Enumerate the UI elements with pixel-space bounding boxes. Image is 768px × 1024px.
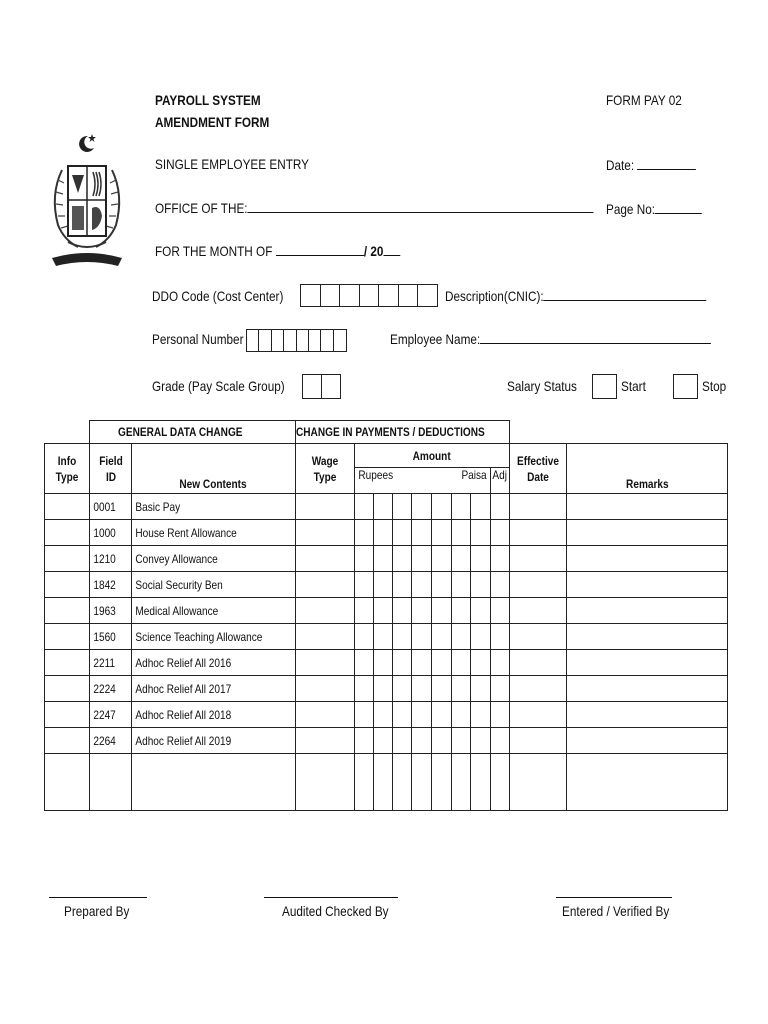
field-id-cell: 2224 <box>93 681 116 696</box>
table-row[interactable] <box>45 598 728 624</box>
new-contents-header: New Contents <box>132 444 296 494</box>
info-type-header: Info Type <box>45 444 90 494</box>
employee-name-label: Employee Name: <box>390 331 481 347</box>
new-contents-cell: Convey Allowance <box>135 551 218 566</box>
table-row[interactable] <box>45 494 728 520</box>
remarks-header: Remarks <box>567 444 728 494</box>
field-id-header: Field ID <box>90 444 132 494</box>
audited-by-line <box>264 897 398 898</box>
stop-label: Stop <box>702 378 727 394</box>
field-id-cell: 2247 <box>93 707 116 722</box>
grade-boxes[interactable] <box>302 374 341 399</box>
group-general-data: GENERAL DATA CHANGE <box>89 420 296 444</box>
form-code: FORM PAY 02 <box>606 92 682 108</box>
office-label: OFFICE OF THE: <box>155 200 248 216</box>
personal-number-label: Personal Number <box>152 331 244 347</box>
new-contents-cell: House Rent Allowance <box>135 525 237 540</box>
description-field[interactable] <box>445 288 707 304</box>
employee-name-field[interactable] <box>390 331 711 347</box>
field-id-cell: 1000 <box>93 525 116 540</box>
table-row[interactable] <box>45 676 728 702</box>
paisa-header: Paisa <box>452 468 491 494</box>
date-label: Date: <box>606 157 635 173</box>
audited-by-label: Audited Checked By <box>282 903 389 919</box>
system-title: PAYROLL SYSTEM <box>155 92 261 108</box>
year-prefix: / 20 <box>363 243 384 259</box>
field-id-cell: 2211 <box>93 655 116 670</box>
blank-entry-row[interactable] <box>45 754 728 811</box>
page-number-field[interactable] <box>606 201 702 217</box>
prepared-by-line <box>49 897 147 898</box>
effective-date-header: Effective Date <box>510 444 567 494</box>
page-label: Page No: <box>606 201 656 217</box>
entry-type: SINGLE EMPLOYEE ENTRY <box>155 156 310 172</box>
start-checkbox[interactable] <box>592 374 617 399</box>
ddo-code-boxes[interactable] <box>300 284 438 307</box>
month-field[interactable] <box>155 243 400 259</box>
new-contents-cell: Adhoc Relief All 2017 <box>135 681 232 696</box>
table-row[interactable] <box>45 520 728 546</box>
new-contents-cell: Adhoc Relief All 2018 <box>135 707 232 722</box>
amount-header: Amount <box>355 444 510 468</box>
table-row[interactable] <box>45 546 728 572</box>
prepared-by-label: Prepared By <box>64 903 130 919</box>
field-id-cell: 1560 <box>93 629 116 644</box>
wage-type-header: Wage Type <box>296 444 355 494</box>
table-header-row <box>45 444 728 468</box>
new-contents-cell: Science Teaching Allowance <box>135 629 263 644</box>
description-label: Description(CNIC): <box>445 288 544 304</box>
new-contents-cell: Medical Allowance <box>135 603 219 618</box>
stop-checkbox[interactable] <box>673 374 698 399</box>
table-row[interactable] <box>45 624 728 650</box>
ddo-label: DDO Code (Cost Center) <box>152 288 284 304</box>
new-contents-cell: Social Security Ben <box>135 577 223 592</box>
entered-by-label: Entered / Verified By <box>562 903 670 919</box>
table-row[interactable] <box>45 572 728 598</box>
field-id-cell: 1963 <box>93 603 116 618</box>
table-row[interactable] <box>45 650 728 676</box>
state-emblem-icon <box>48 130 126 275</box>
rupees-header: Rupees <box>355 468 452 494</box>
adj-header: Adj <box>491 468 510 494</box>
new-contents-cell: Basic Pay <box>135 499 181 514</box>
start-label: Start <box>621 378 646 394</box>
office-field[interactable] <box>155 200 594 216</box>
group-payments: CHANGE IN PAYMENTS / DEDUCTIONS <box>295 420 510 444</box>
amendment-table <box>44 443 728 811</box>
field-id-cell: 2264 <box>93 733 116 748</box>
month-label: FOR THE MONTH OF <box>155 243 273 259</box>
field-id-cell: 0001 <box>93 499 116 514</box>
salary-status-label: Salary Status <box>507 378 577 394</box>
personal-number-boxes[interactable] <box>246 329 347 352</box>
date-field[interactable] <box>606 157 696 173</box>
new-contents-cell: Adhoc Relief All 2019 <box>135 733 232 748</box>
new-contents-cell: Adhoc Relief All 2016 <box>135 655 232 670</box>
form-title: AMENDMENT FORM <box>155 114 270 130</box>
field-id-cell: 1842 <box>93 577 116 592</box>
field-id-cell: 1210 <box>93 551 116 566</box>
table-row[interactable] <box>45 728 728 754</box>
entered-by-line <box>556 897 672 898</box>
grade-label: Grade (Pay Scale Group) <box>152 378 285 394</box>
table-row[interactable] <box>45 702 728 728</box>
